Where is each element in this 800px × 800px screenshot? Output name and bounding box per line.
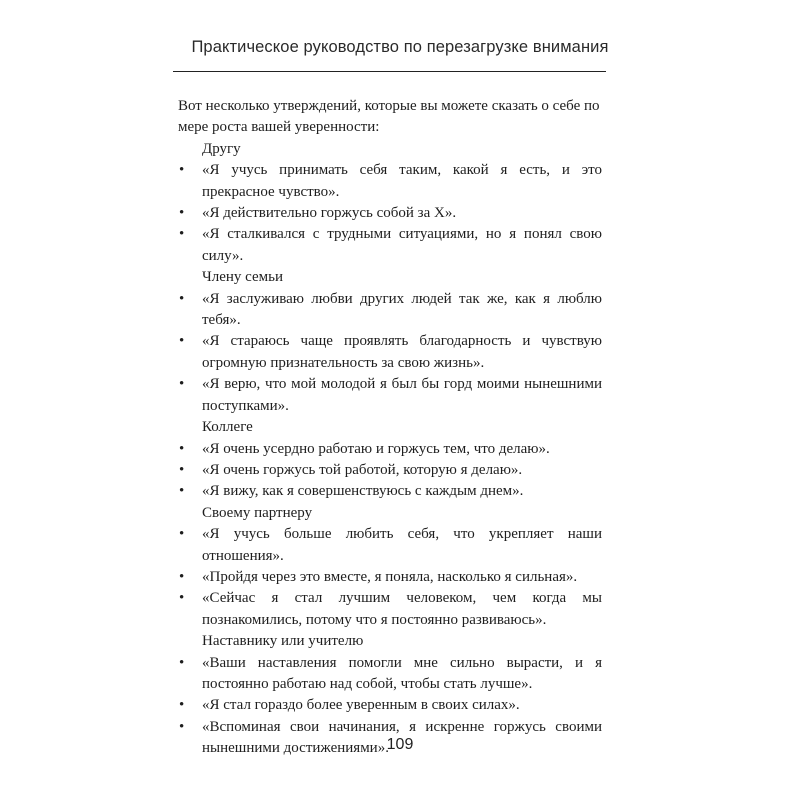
bullet-icon: • bbox=[179, 226, 185, 243]
list-item-text: «Я заслуживаю любви других людей так же, как я люблю тебя». bbox=[202, 290, 602, 329]
bullet-icon: • bbox=[179, 440, 185, 457]
list-item-text: «Я стараюсь чаще проявлять благодарность и чувствую огромную признательность за свою жизнь». bbox=[202, 333, 602, 371]
page-number: 109 bbox=[386, 736, 414, 753]
bullet-icon: • bbox=[179, 376, 185, 393]
list-item bbox=[178, 160, 602, 203]
bullet-icon: • bbox=[179, 483, 185, 500]
list-item bbox=[178, 224, 602, 267]
list-item-text: «Я учусь принимать себя таким, какой я есть, и это прекрасное чувство». bbox=[202, 162, 602, 200]
list-item bbox=[178, 567, 602, 588]
list-item bbox=[178, 374, 602, 417]
bullet-icon: • bbox=[179, 654, 185, 671]
list-item-text: «Я вижу, как я совершенствуюсь с каждым днем». bbox=[202, 483, 524, 500]
section-title-family: Члену семьи bbox=[202, 269, 284, 286]
list-item bbox=[178, 524, 602, 567]
list-item bbox=[178, 460, 602, 481]
bullet-icon: • bbox=[179, 461, 185, 478]
bullet-icon: • bbox=[179, 162, 185, 179]
running-header: Практическое руководство по перезагрузке внимания bbox=[191, 38, 609, 56]
list-item-text: «Я верю, что мой молодой я был бы горд моими нынешними поступками». bbox=[202, 376, 602, 414]
list-item bbox=[178, 203, 602, 224]
bullet-icon: • bbox=[179, 526, 185, 543]
list-item bbox=[178, 588, 602, 631]
bullet-icon: • bbox=[179, 568, 185, 585]
section-title-partner: Своему партнеру bbox=[202, 504, 313, 521]
list-item-text: «Я стал гораздо более уверенным в своих силах». bbox=[202, 697, 520, 714]
section-title-friend: Другу bbox=[202, 140, 241, 157]
list-item-text: «Я очень усердно работаю и горжусь тем, что делаю». bbox=[202, 440, 550, 457]
list-item bbox=[178, 439, 602, 460]
list-item-text: «Я учусь больше любить себя, что укрепляет наши отношения». bbox=[202, 526, 602, 564]
section-title-mentor: Наставнику или учителю bbox=[202, 633, 364, 650]
list-item-text: «Пройдя через это вместе, я поняла, насколько я сильная». bbox=[202, 568, 578, 585]
section-title-colleague: Коллеге bbox=[202, 419, 253, 436]
list-item-text: «Я очень горжусь той работой, которую я делаю». bbox=[202, 461, 523, 478]
list-item-text: «Я действительно горжусь собой за Х». bbox=[202, 205, 457, 222]
list-item-text: «Я сталкивался с трудными ситуациями, но я понял свою силу». bbox=[202, 226, 602, 264]
list-item-text: «Вспоминая свои начинания, я искренне горжусь своими нынешними достижениями». bbox=[202, 718, 602, 757]
intro-paragraph: Вот несколько утверждений, которые вы можете сказать о себе по мере роста вашей уверенности: bbox=[178, 98, 600, 136]
bullet-icon: • bbox=[179, 590, 185, 607]
list-item-text: «Сейчас я стал лучшим человеком, чем когда мы познакомились, потому что я постоянно развиваюсь». bbox=[202, 590, 602, 628]
list-item bbox=[178, 331, 602, 374]
bullet-icon: • bbox=[179, 718, 185, 735]
page-body bbox=[178, 96, 602, 760]
list-item-text: «Ваши наставления помогли мне сильно вырасти, и я постоянно работаю над собой, чтобы стать лучше». bbox=[202, 654, 602, 692]
bullet-icon: • bbox=[179, 697, 185, 714]
list-item bbox=[178, 289, 602, 332]
bullet-icon: • bbox=[179, 290, 185, 307]
list-item bbox=[178, 481, 602, 502]
list-item bbox=[178, 653, 602, 696]
bullet-icon: • bbox=[179, 333, 185, 350]
bullet-icon: • bbox=[179, 205, 185, 222]
list-item bbox=[178, 695, 602, 716]
header-rule bbox=[173, 71, 606, 72]
